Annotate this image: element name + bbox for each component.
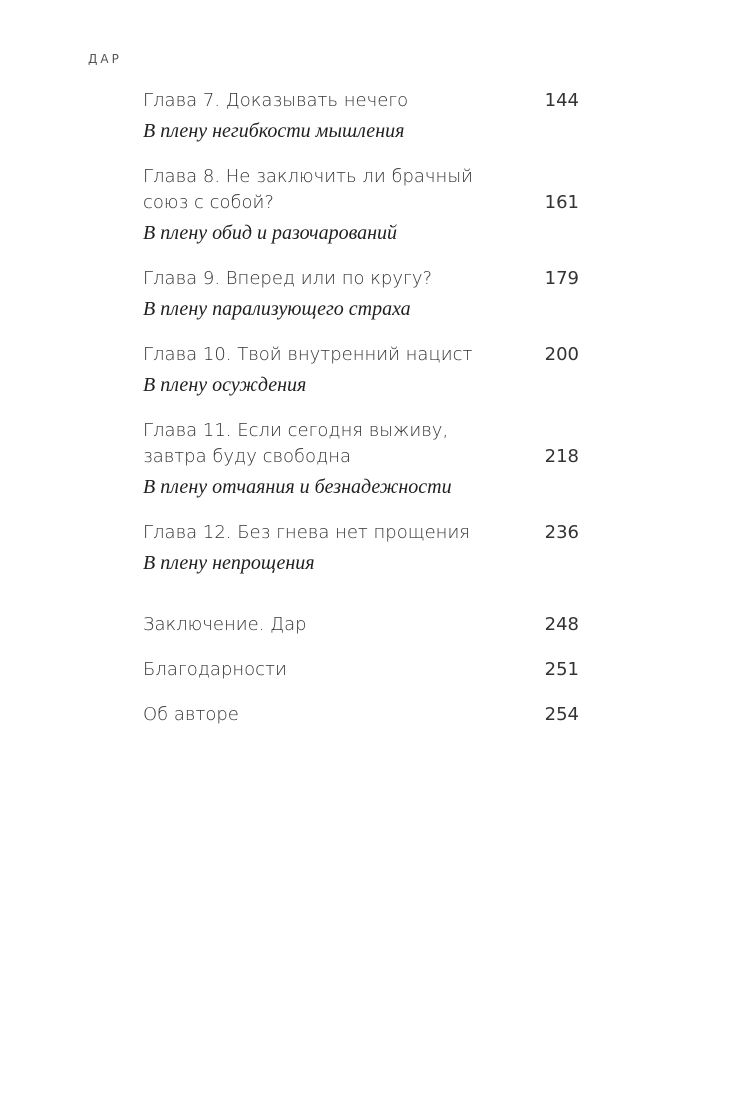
chapter-subtitle: В плену осуждения xyxy=(143,374,307,396)
toc-row xyxy=(143,520,579,546)
running-head: ДАР xyxy=(88,52,122,66)
chapter-title: Глава 8. Не заключить ли брачный союз с собой? xyxy=(143,166,473,213)
toc-row xyxy=(143,612,579,638)
toc-entry-conclusion xyxy=(143,612,579,638)
table-of-contents xyxy=(143,88,579,596)
toc-entry-acknowledgements xyxy=(143,657,579,683)
chapter-subtitle: В плену обид и разочарований xyxy=(143,222,398,244)
toc-row xyxy=(143,266,579,292)
chapter-subtitle: В плену непрощения xyxy=(143,552,315,574)
chapter-title: Глава 9. Вперед или по кругу? xyxy=(143,268,433,289)
back-matter-list xyxy=(143,612,579,747)
page-number: 254 xyxy=(544,704,579,725)
toc-entry-about-author xyxy=(143,702,579,728)
toc-row xyxy=(143,164,579,216)
chapter-subtitle: В плену отчаяния и безнадежности xyxy=(143,476,452,498)
chapter-title: Глава 7. Доказывать нечего xyxy=(143,90,409,111)
page-number: 144 xyxy=(544,90,579,111)
toc-entry-chapter-8 xyxy=(143,164,579,248)
page-number: 179 xyxy=(544,268,579,289)
page-number: 200 xyxy=(544,344,579,365)
section-title: Благодарности xyxy=(143,659,287,680)
toc-row xyxy=(143,702,579,728)
page-number: 251 xyxy=(544,659,579,680)
page-number: 161 xyxy=(544,192,579,213)
chapter-title: Глава 10. Твой внутренний нацист xyxy=(143,344,473,365)
section-title: Заключение. Дар xyxy=(143,614,307,635)
toc-entry-chapter-12 xyxy=(143,520,579,578)
toc-entry-chapter-10 xyxy=(143,342,579,400)
section-title: Об авторе xyxy=(143,704,239,725)
toc-entry-chapter-11 xyxy=(143,418,579,502)
chapter-subtitle: В плену парализующего страха xyxy=(143,298,411,320)
toc-row xyxy=(143,657,579,683)
toc-row xyxy=(143,88,579,114)
page-number: 248 xyxy=(544,614,579,635)
page-number: 236 xyxy=(544,522,579,543)
chapter-subtitle: В плену негибкости мышления xyxy=(143,120,405,142)
page-number: 218 xyxy=(544,446,579,467)
chapter-title: Глава 12. Без гнева нет прощения xyxy=(143,522,470,543)
chapter-title: Глава 11. Если сегодня выживу, завтра буду свободна xyxy=(143,420,449,467)
toc-entry-chapter-7 xyxy=(143,88,579,146)
toc-row xyxy=(143,418,579,470)
toc-row xyxy=(143,342,579,368)
toc-entry-chapter-9 xyxy=(143,266,579,324)
